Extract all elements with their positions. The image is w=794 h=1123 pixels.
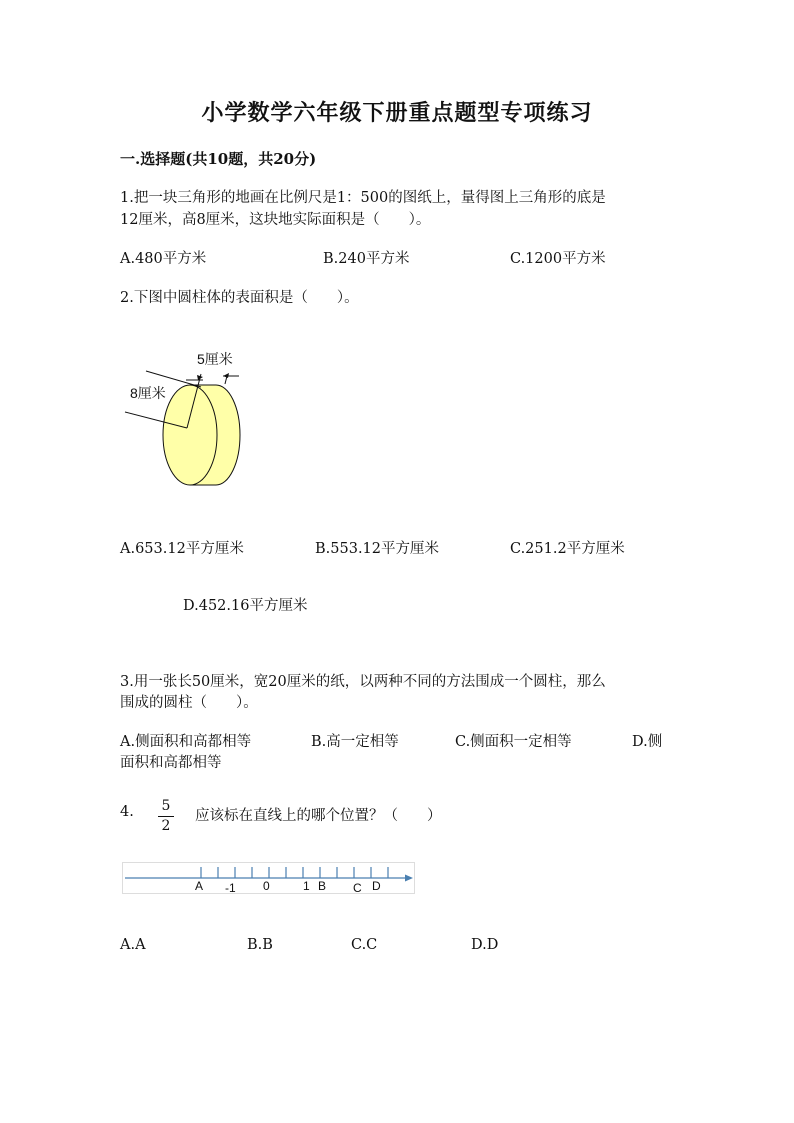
number-line-label-minus-1: -1: [225, 881, 236, 895]
q1-text-line1: 1.把一块三角形的地画在比例尺是1：500的图纸上，量得图上三角形的底是: [120, 190, 606, 206]
q3-option-b[interactable]: B.高一定相等: [311, 734, 399, 750]
q1-option-b[interactable]: B.240平方米: [323, 251, 410, 267]
q2-option-b[interactable]: B.553.12平方厘米: [315, 541, 440, 557]
q1-option-c[interactable]: C.1200平方米: [510, 251, 606, 267]
figure-label-height: 5厘米: [197, 351, 233, 367]
fraction-bar: [158, 816, 174, 817]
q4-option-b[interactable]: B.B: [247, 937, 273, 953]
number-line-label-a: A: [195, 879, 204, 893]
fraction-denominator: 2: [161, 818, 171, 834]
number-line-label-0: 0: [263, 879, 270, 893]
cylinder-figure: [115, 340, 255, 490]
q4-option-c[interactable]: C.C: [351, 937, 378, 953]
fraction-numerator: 5: [161, 798, 171, 814]
q1-text-line2: 12厘米，高8厘米，这块地实际面积是（ ）。: [120, 212, 431, 228]
number-line-label-b: B: [318, 879, 327, 893]
q2-option-c[interactable]: C.251.2平方厘米: [510, 541, 625, 557]
figure-label-radius: 8厘米: [130, 385, 166, 401]
q3-option-d[interactable]: D.侧: [632, 734, 663, 750]
section-heading: 一.选择题(共10题，共20分): [120, 150, 317, 168]
number-line-label-d: D: [372, 879, 381, 893]
q4-number: 4.: [120, 804, 134, 820]
q4-text: 应该标在直线上的哪个位置？（ ）: [195, 808, 442, 824]
q4-option-d[interactable]: D.D: [471, 937, 499, 953]
number-line-label-1: 1: [303, 879, 310, 893]
q4-option-a[interactable]: A.A: [120, 937, 146, 953]
page-title: 小学数学六年级下册重点题型专项练习: [201, 100, 593, 126]
q4-fraction: [158, 798, 174, 835]
q3-text-line2: 围成的圆柱（ ）。: [120, 695, 258, 711]
number-line: [122, 862, 416, 896]
q1-option-a[interactable]: A.480平方米: [120, 251, 207, 267]
q2-text: 2.下图中圆柱体的表面积是（ ）。: [120, 290, 359, 306]
q2-option-a[interactable]: A.653.12平方厘米: [120, 541, 244, 557]
q3-option-c[interactable]: C.侧面积一定相等: [455, 734, 572, 750]
q3-text-line1: 3.用一张长50厘米，宽20厘米的纸，以两种不同的方法围成一个圆柱，那么: [120, 674, 606, 690]
number-line-label-c: C: [353, 881, 362, 895]
q3-option-d-continued: 面积和高都相等: [120, 755, 222, 771]
q2-option-d[interactable]: D.452.16平方厘米: [183, 598, 308, 614]
q3-option-a[interactable]: A.侧面积和高都相等: [120, 734, 252, 750]
